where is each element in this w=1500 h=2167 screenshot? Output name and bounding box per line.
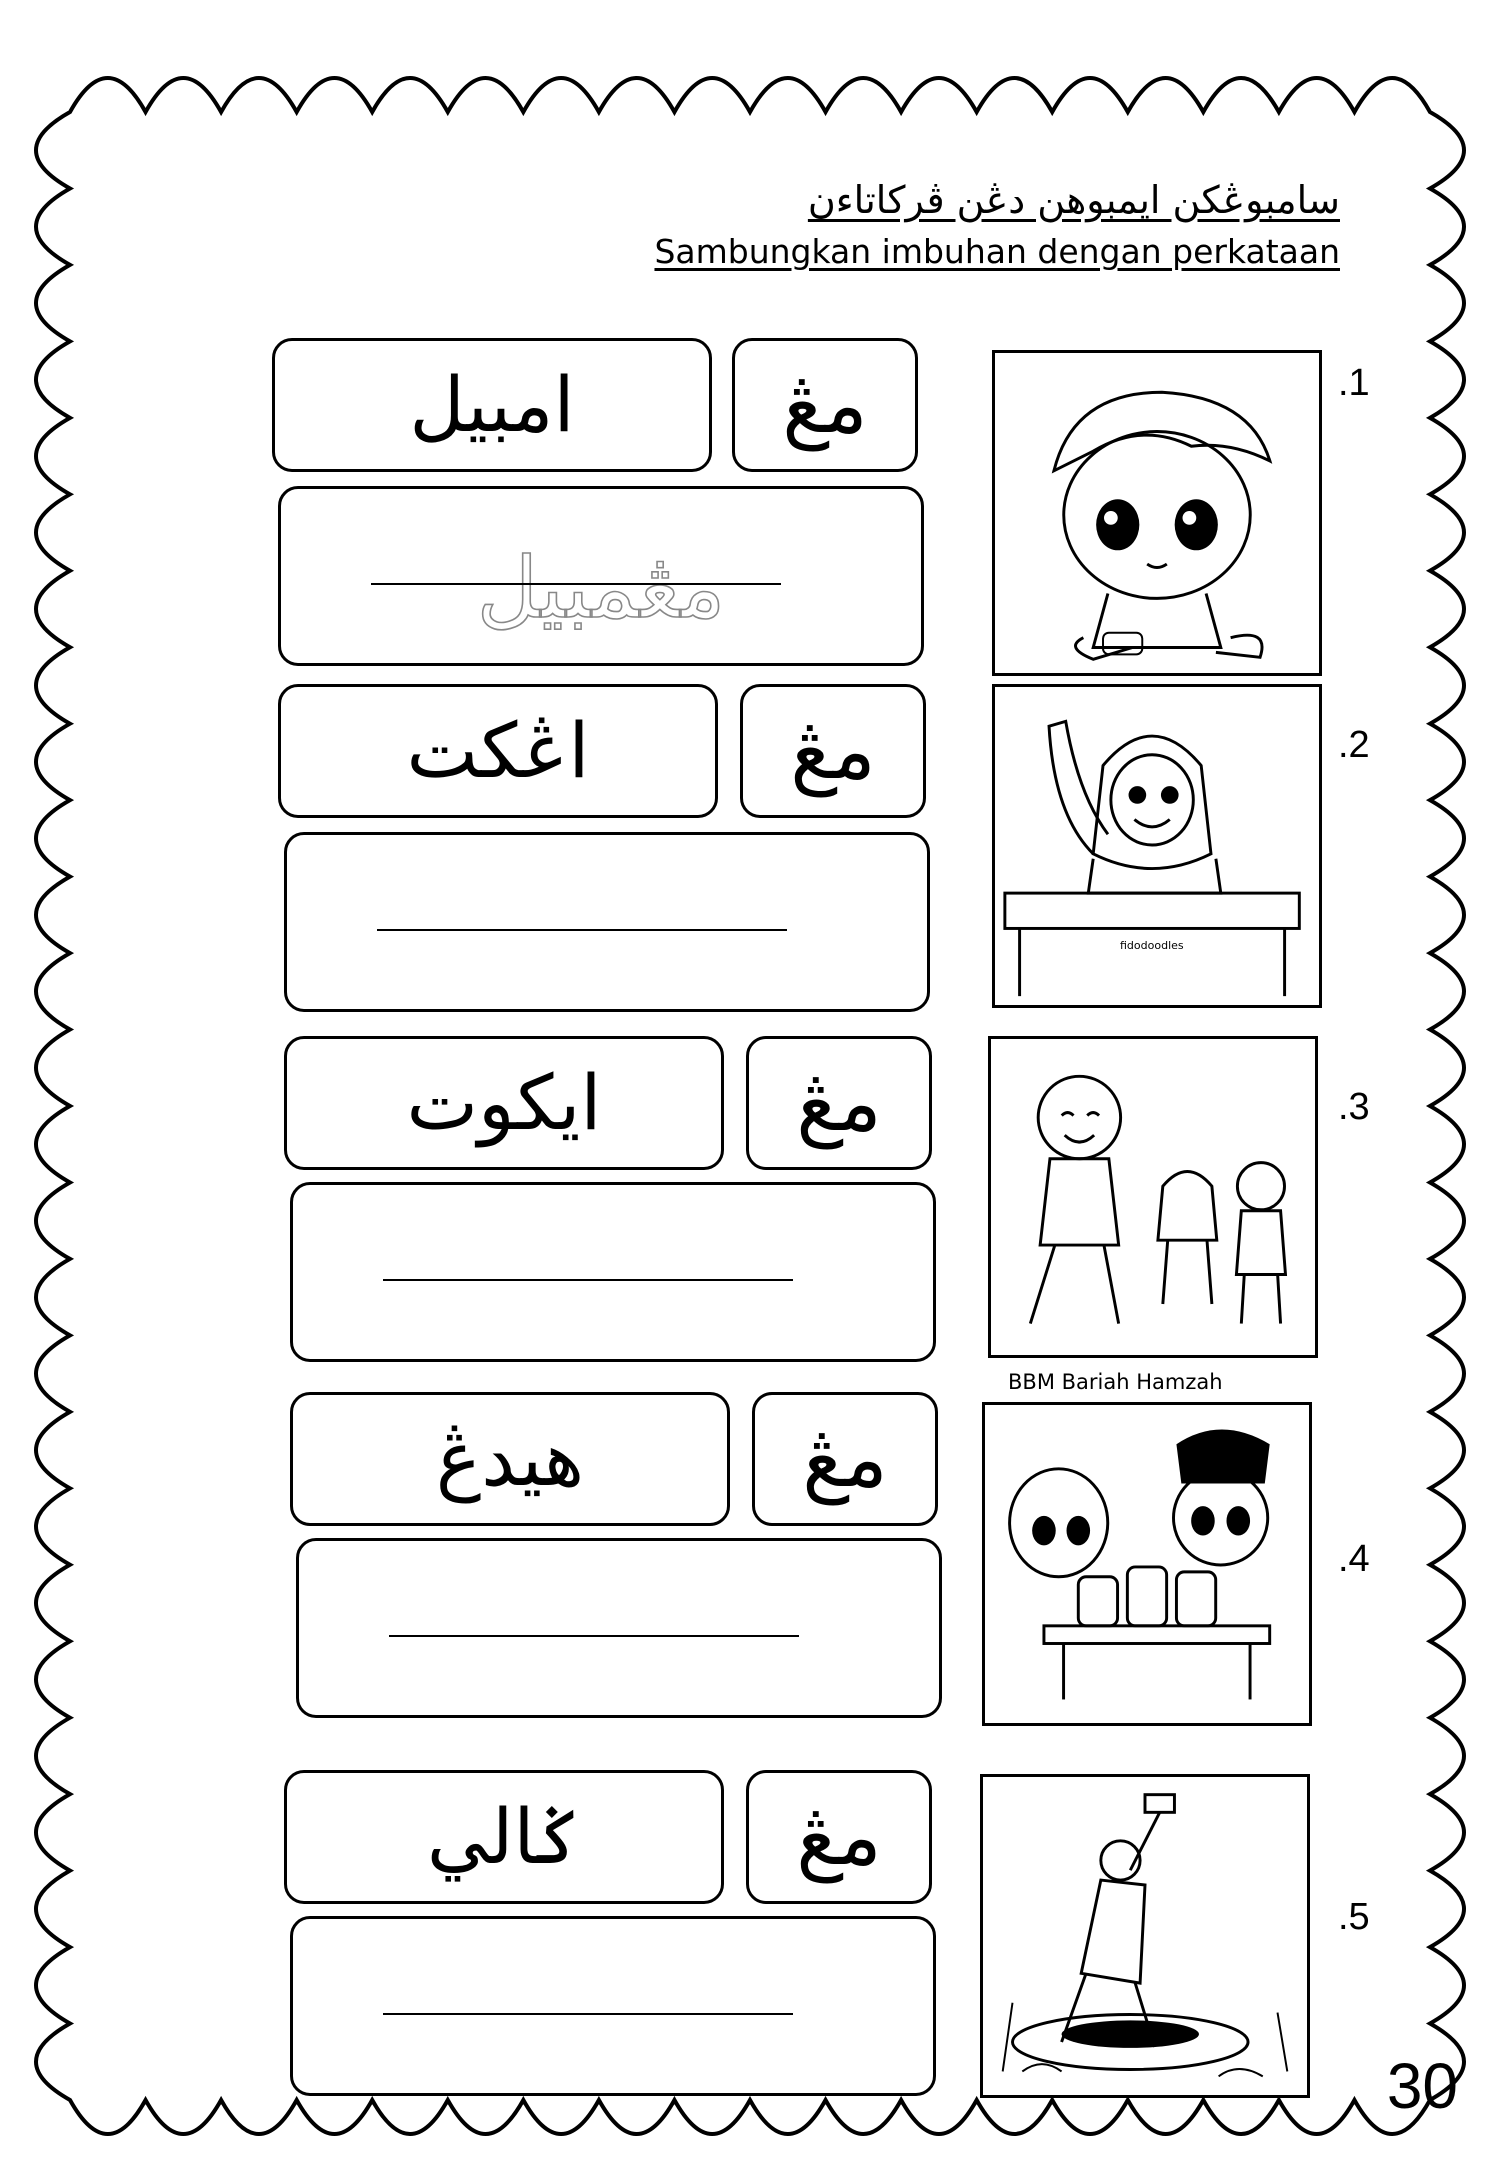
word-box-1 — [272, 338, 712, 472]
base-word-2: اڠکت — [406, 706, 590, 795]
traced-answer-1: مڠمبيل — [476, 539, 726, 637]
picture-5 — [980, 1774, 1310, 2098]
picture-2 — [992, 684, 1322, 1008]
girl-raising-hand-icon — [995, 687, 1319, 1005]
answer-box-5[interactable] — [290, 1916, 936, 2096]
prefix-3: مڠ — [796, 1056, 882, 1149]
word-box-3 — [284, 1036, 724, 1170]
picture-4 — [982, 1402, 1312, 1726]
answer-box-3[interactable] — [290, 1182, 936, 1362]
prefix-box-3 — [746, 1036, 932, 1170]
boy-sitting-icon — [995, 353, 1319, 673]
answer-line-4 — [389, 1635, 799, 1637]
base-word-4: هيدڠ — [435, 1414, 585, 1503]
answer-line-3 — [383, 1279, 793, 1281]
answer-box-4[interactable] — [296, 1538, 942, 1718]
question-number-3: .3 — [1338, 1086, 1370, 1128]
page-number: 30 — [1386, 2050, 1458, 2122]
question-number-2: .2 — [1338, 724, 1370, 766]
watermark-fidodoodles: fidodoodles — [1120, 939, 1184, 952]
base-word-5: ݢالي — [426, 1792, 582, 1881]
question-number-1: .1 — [1338, 362, 1370, 404]
prefix-4: مڠ — [802, 1412, 888, 1505]
man-digging-icon — [983, 1777, 1307, 2095]
prefix-5: مڠ — [796, 1790, 882, 1883]
base-word-1: امبيل — [409, 360, 575, 449]
prefix-box-1 — [732, 338, 918, 472]
answer-box-2[interactable] — [284, 832, 930, 1012]
answer-line-2 — [377, 929, 787, 931]
prefix-1: مڠ — [782, 358, 868, 451]
answer-line-1 — [371, 583, 781, 585]
credit-text: BBM Bariah Hamzah — [1008, 1370, 1223, 1394]
base-word-3: ايکوت — [406, 1058, 602, 1147]
word-box-4 — [290, 1392, 730, 1526]
instruction-title-jawi: سامبوڠکن ايمبوهن دڠن ڤرکاتاءن — [807, 178, 1340, 222]
picture-3 — [988, 1036, 1318, 1358]
answer-line-5 — [383, 2013, 793, 2015]
question-number-5: .5 — [1338, 1896, 1370, 1938]
question-number-4: .4 — [1338, 1538, 1370, 1580]
answer-box-1[interactable] — [278, 486, 924, 666]
instruction-title-rumi: Sambungkan imbuhan dengan perkataan — [654, 232, 1340, 271]
prefix-box-5 — [746, 1770, 932, 1904]
word-box-5 — [284, 1770, 724, 1904]
children-walking-icon — [991, 1039, 1315, 1355]
prefix-box-4 — [752, 1392, 938, 1526]
prefix-box-2 — [740, 684, 926, 818]
picture-1 — [992, 350, 1322, 676]
word-box-2 — [278, 684, 718, 818]
prefix-2: مڠ — [790, 704, 876, 797]
children-at-table-icon — [985, 1405, 1309, 1723]
